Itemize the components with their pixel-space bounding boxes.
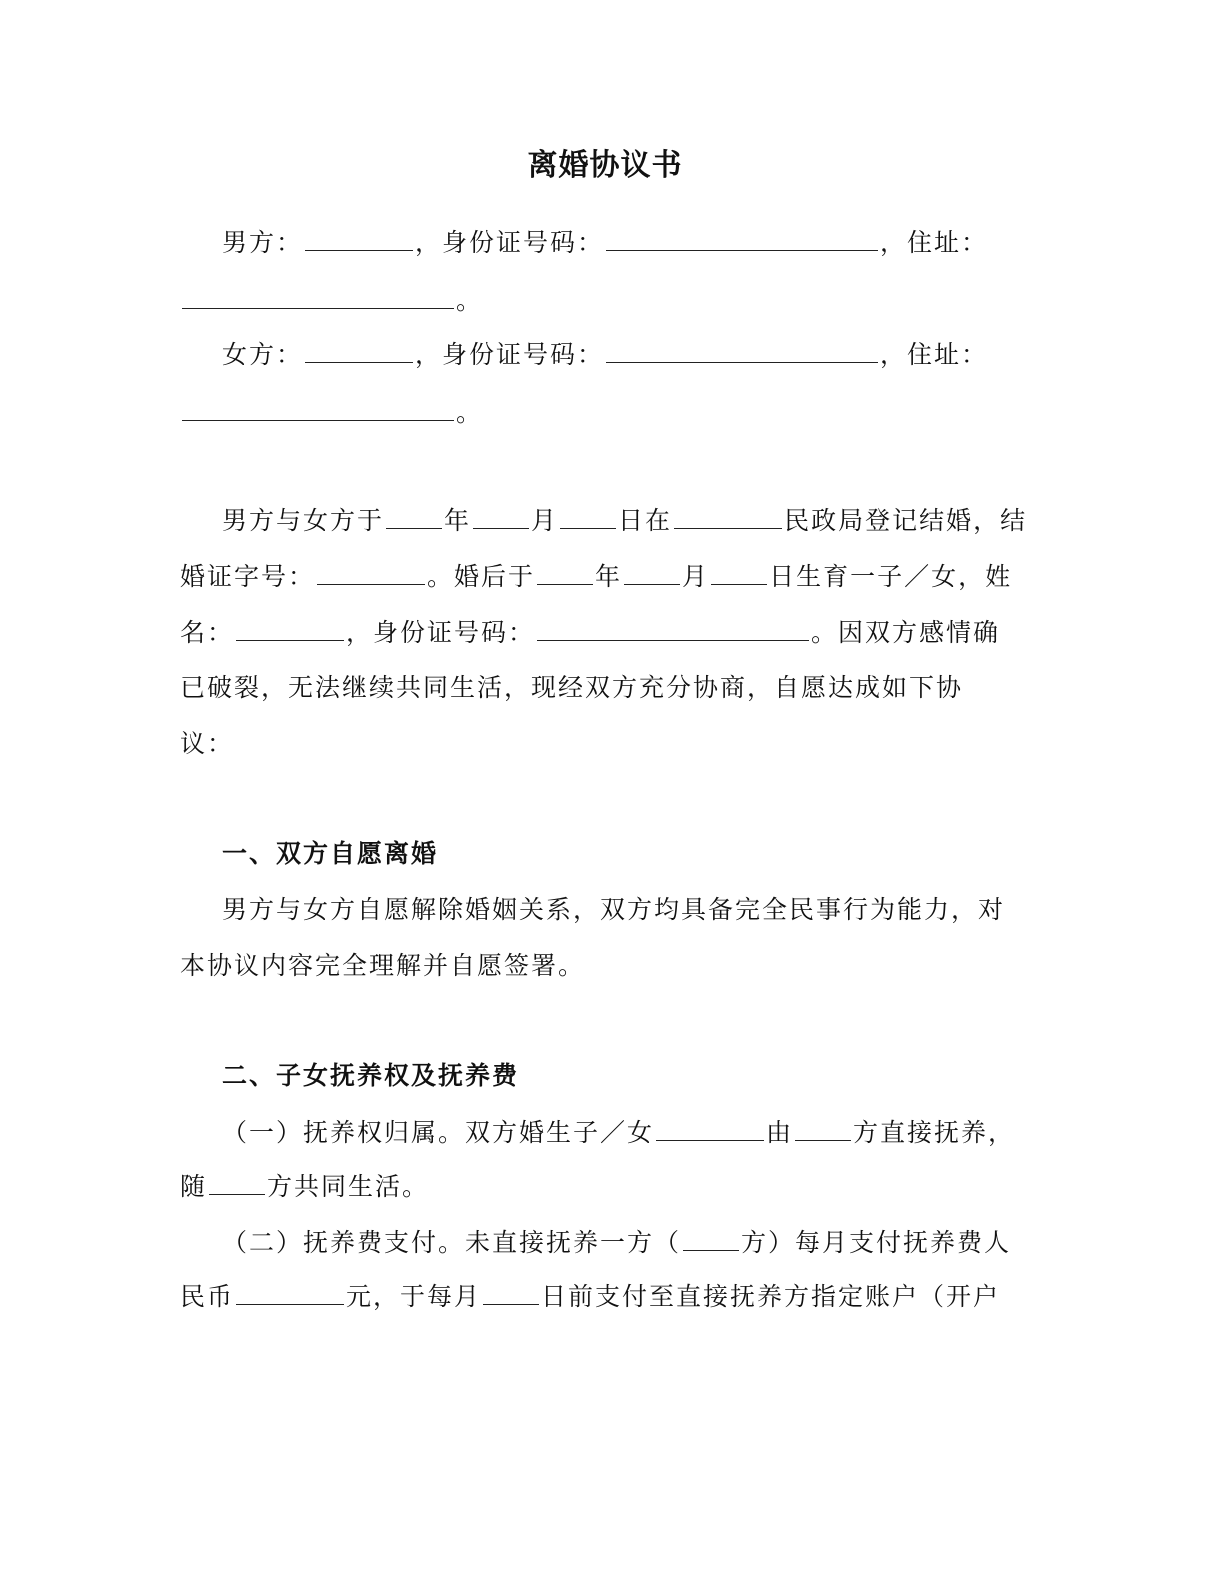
section-1-line-2: 本协议内容完全理解并自愿签署。 <box>180 951 586 980</box>
registry-text: 民政局登记结婚，结 <box>784 506 1028 535</box>
marriage-line-5: 议： <box>180 729 235 758</box>
birth-year-blank[interactable] <box>537 556 593 585</box>
marriage-line-2 <box>180 556 1012 597</box>
male-id-label: ，身份证号码： <box>415 228 605 257</box>
birth-month-blank[interactable] <box>624 556 680 585</box>
marriage-day-blank[interactable] <box>560 500 616 529</box>
custody-line-2 <box>180 1166 429 1207</box>
payer-party-blank[interactable] <box>683 1222 739 1251</box>
female-label: 女方： <box>222 340 304 369</box>
support-monthly-text: 方）每月支付抚养费人 <box>741 1228 1012 1257</box>
live-with-party-blank[interactable] <box>209 1166 265 1195</box>
custody-direct-text: 方直接抚养， <box>853 1118 1016 1147</box>
marriage-line-1 <box>222 500 1027 541</box>
female-name-blank[interactable] <box>305 334 413 363</box>
monthly-text: 元，于每月 <box>346 1282 482 1311</box>
custody-line-1 <box>222 1112 1015 1153</box>
male-address-label: ，住址： <box>880 228 989 257</box>
child-name-label: 名： <box>180 618 235 647</box>
custody-party-blank[interactable] <box>795 1112 851 1141</box>
male-address-end: 。 <box>456 286 484 315</box>
female-party-line <box>222 334 988 375</box>
female-id-label: ，身份证号码： <box>415 340 605 369</box>
marriage-line-4: 已破裂，无法继续共同生活，现经双方充分协商，自愿达成如下协 <box>180 673 964 702</box>
custody-text: （一）抚养权归属。双方婚生子／女 <box>222 1118 655 1147</box>
marriage-year-blank[interactable] <box>386 500 442 529</box>
birth-text: 日生育一子／女，姓 <box>769 562 1013 591</box>
support-line-2 <box>180 1276 1000 1317</box>
male-address-blank[interactable] <box>182 280 454 309</box>
child-id-label: ，身份证号码： <box>346 618 536 647</box>
amount-blank[interactable] <box>236 1276 344 1305</box>
section-1-heading: 一、双方自愿离婚 <box>222 839 439 868</box>
section-2-heading: 二、子女抚养权及抚养费 <box>222 1061 520 1090</box>
day-at-label: 日在 <box>618 506 673 535</box>
document-title: 离婚协议书 <box>527 148 683 183</box>
month-label-2: 月 <box>682 562 710 591</box>
custody-by-text: 由 <box>766 1118 794 1147</box>
male-id-blank[interactable] <box>606 222 878 251</box>
cert-label: 婚证字号： <box>180 562 316 591</box>
child-name-blank[interactable] <box>236 612 344 641</box>
year-label: 年 <box>444 506 472 535</box>
female-address-label: ，住址： <box>880 340 989 369</box>
male-name-blank[interactable] <box>305 222 413 251</box>
marriage-text: 男方与女方于 <box>222 506 385 535</box>
male-address-line <box>180 280 483 321</box>
child-blank[interactable] <box>656 1112 764 1141</box>
section-1-line-1: 男方与女方自愿解除婚姻关系，双方均具备完全民事行为能力，对 <box>222 895 1006 924</box>
document-page <box>180 0 1050 1584</box>
female-address-blank[interactable] <box>182 392 454 421</box>
support-text: （二）抚养费支付。未直接抚养一方（ <box>222 1228 682 1257</box>
month-label: 月 <box>531 506 559 535</box>
female-id-blank[interactable] <box>606 334 878 363</box>
currency-text: 民币 <box>180 1282 235 1311</box>
account-text: 日前支付至直接抚养方指定账户（开户 <box>541 1282 1001 1311</box>
female-address-line <box>180 392 483 433</box>
reason-text: 。因双方感情确 <box>811 618 1001 647</box>
birth-day-blank[interactable] <box>711 556 767 585</box>
registry-blank[interactable] <box>674 500 782 529</box>
child-id-blank[interactable] <box>537 612 809 641</box>
marriage-line-3 <box>180 612 1000 653</box>
cert-number-blank[interactable] <box>317 556 425 585</box>
year-label-2: 年 <box>595 562 623 591</box>
male-label: 男方： <box>222 228 304 257</box>
after-marriage-text: 。婚后于 <box>427 562 536 591</box>
female-address-end: 。 <box>456 398 484 427</box>
live-together-text: 方共同生活。 <box>267 1172 430 1201</box>
support-line-1 <box>222 1222 1011 1263</box>
marriage-month-blank[interactable] <box>473 500 529 529</box>
live-with-text: 随 <box>180 1172 208 1201</box>
male-party-line <box>222 222 988 263</box>
pay-day-blank[interactable] <box>483 1276 539 1305</box>
